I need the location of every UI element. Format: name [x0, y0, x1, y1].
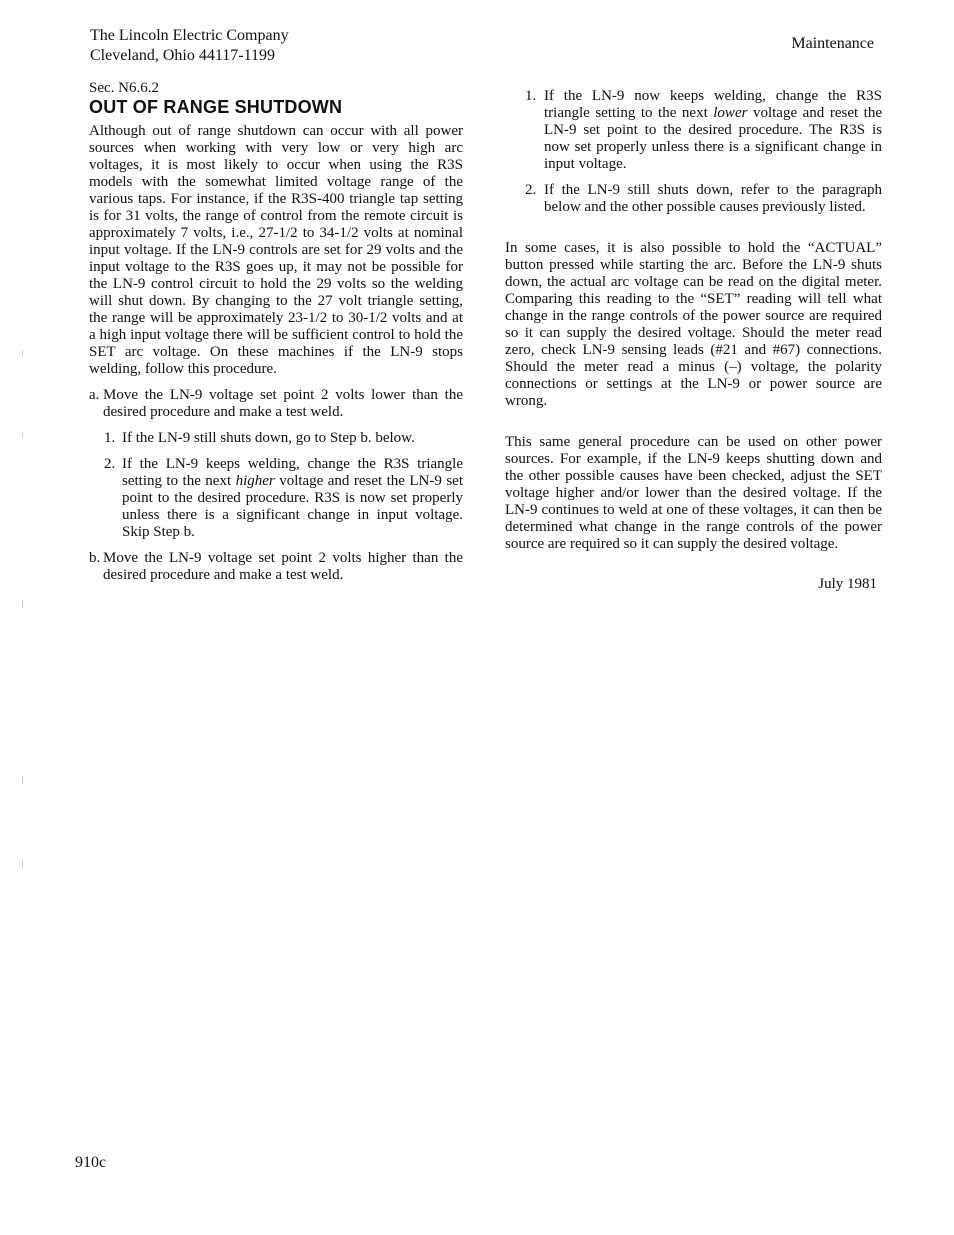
margin-mark [22, 432, 23, 438]
step-a-text: Move the LN-9 voltage set point 2 volts lower than the desired procedure and make a test weld. [103, 387, 463, 420]
step-b2 [505, 182, 882, 216]
actual-button-paragraph: In some cases, it is also possible to hold the “ACTUAL” button pressed while starting the arc. Before the LN-9 shuts down, the actual arc voltage can be read on the digital meter. Comparing this reading to the “SET” reading will tell what change in the range controls of the power source are required so it can supply the desired voltage. Should the meter read zero, check LN-9 sensing leads (#21 and #67) connections. Should the meter read a minus (–) voltage, the polarity connections or settings at the LN-9 or power source are wrong. [505, 240, 882, 409]
page-number: 910c [75, 1154, 107, 1171]
step-a2 [89, 456, 463, 541]
other-power-sources-paragraph: This same general procedure can be used on other power sources. For example, if the LN-9 keeps shutting down and the other possible causes have been checked, adjust the SET voltage higher and/or lower than the desired voltage. If the LN-9 continues to weld at one of these voltages, it can then be determined what change in the range controls of the power source are required so it can supply the desired voltage. [505, 434, 882, 552]
step-a2-emphasis: higher [235, 473, 275, 489]
step-b1 [505, 88, 882, 173]
step-a1 [89, 430, 463, 447]
step-b1-emphasis: lower [713, 105, 748, 121]
company-header [90, 26, 289, 66]
step-b1-text-start: If the LN-9 now keeps welding, change the R3S triangle setting to the next [544, 88, 882, 121]
step-a2-text-end: voltage and reset the LN-9 set point to the desired procedure. R3S is now set properly unless there is a significant change in input voltage. Skip Step b. [122, 473, 463, 540]
section-number: Sec. N6.6.2 [89, 80, 159, 96]
company-name: The Lincoln Electric Company [90, 27, 289, 44]
margin-mark [22, 776, 23, 784]
margin-mark [22, 350, 23, 356]
step-b-text: Move the LN-9 voltage set point 2 volts higher than the desired procedure and make a test weld. [103, 550, 463, 583]
step-b2-text: If the LN-9 still shuts down, refer to the paragraph below and the other possible causes previously listed. [544, 182, 882, 215]
step-b-label: b. [89, 550, 101, 566]
margin-mark [22, 600, 23, 608]
left-column [89, 80, 463, 584]
step-b1-label: 1. [525, 88, 537, 104]
step-a-label: a. [89, 387, 100, 403]
section-label: Maintenance [791, 35, 874, 52]
margin-mark [22, 860, 23, 868]
intro-paragraph: Although out of range shutdown can occur with all power sources when working with very low or very high arc voltages, it is most likely to occur when using the R3S models with the somewhat limited voltage range of the various taps. For instance, if the R3S-400 triangle tap setting is for 31 volts, the range of control from the remote circuit is approximately 7 volts, i.e., 27-1/2 to 34-1/2 volts at nominal input voltage. If the LN-9 controls are set for 29 volts and the input voltage to the R3S goes up, it may not be possible for the LN-9 control circuit to hold the 29 volts so the welding will shut down. By changing to the 27 volt triangle setting, the range will be approximately 23-1/2 to 30-1/2 volts and at a high input voltage there will be sufficient control to hold the SET arc voltage. On these machines if the LN-9 stops welding, follow this procedure. [89, 123, 463, 377]
step-a2-label: 2. [104, 456, 116, 472]
step-b [89, 550, 463, 584]
step-a1-label: 1. [104, 430, 116, 446]
step-a [89, 387, 463, 421]
right-column [505, 88, 882, 553]
document-date: July 1981 [818, 576, 877, 592]
step-a2-text-start: If the LN-9 keeps welding, change the R3S triangle setting to the next [122, 456, 463, 489]
step-b1-text-end: voltage and reset the LN-9 set point to the desired procedure. The R3S is now set properly unless there is a significant change in input voltage. [544, 105, 882, 172]
section-title: OUT OF RANGE SHUTDOWN [89, 97, 343, 117]
step-b2-label: 2. [525, 182, 537, 198]
company-address: Cleveland, Ohio 44117-1199 [90, 47, 276, 64]
step-a1-text: If the LN-9 still shuts down, go to Step b. below. [122, 430, 415, 446]
